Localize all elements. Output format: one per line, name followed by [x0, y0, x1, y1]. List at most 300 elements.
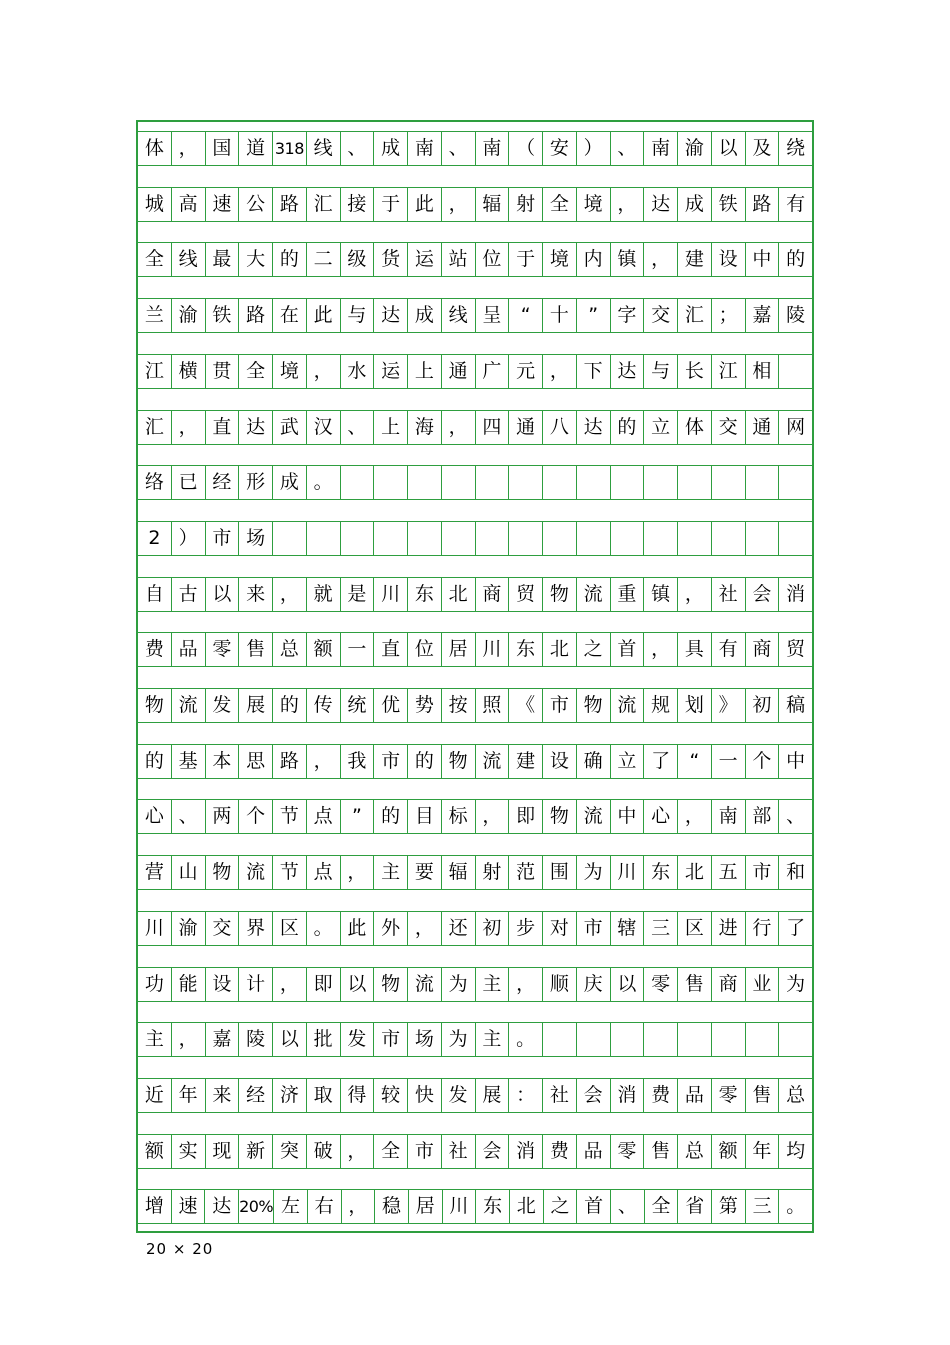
grid-cell: 划	[677, 689, 711, 722]
grid-cell: 八	[542, 411, 576, 444]
grid-cell: 流	[238, 856, 272, 889]
grid-cell: 下	[576, 355, 610, 388]
grid-cell: 场	[238, 522, 272, 555]
grid-cell: 20%	[238, 1190, 273, 1223]
grid-cell: 区	[272, 912, 306, 945]
grid-cell: 境	[576, 188, 610, 221]
grid-cell: 。	[306, 912, 340, 945]
grid-cell: 境	[272, 355, 306, 388]
grid-cell: 现	[205, 1135, 239, 1168]
grid-cell: 点	[306, 856, 340, 889]
grid-cell: 为	[441, 1023, 475, 1056]
grid-cell: ，	[677, 578, 711, 611]
grid-cell: 有	[711, 633, 745, 666]
grid-cell	[610, 466, 644, 499]
grid-cell: 汉	[306, 411, 340, 444]
grid-cell	[340, 466, 374, 499]
grid-cell: ）	[171, 522, 205, 555]
grid-row	[138, 410, 812, 445]
grid-cell: 的	[272, 689, 306, 722]
grid-cell: ，	[340, 1135, 374, 1168]
grid-row	[138, 577, 812, 612]
grid-cell: 立	[610, 745, 644, 778]
grid-cell	[610, 1023, 644, 1056]
grid-cell: 长	[677, 355, 711, 388]
grid-cell: 城	[144, 192, 164, 215]
grid-cell: 心	[643, 800, 677, 833]
grid-cell: 新	[238, 1135, 272, 1168]
grid-cell: 高	[171, 188, 205, 221]
grid-cell: 体	[677, 411, 711, 444]
grid-cell: 品	[171, 633, 205, 666]
grid-cell: 北	[677, 856, 711, 889]
grid-cell: 消	[778, 578, 812, 611]
grid-cell: 额	[711, 1135, 745, 1168]
grid-cell: 、	[340, 411, 374, 444]
grid-cell: 庆	[576, 968, 610, 1001]
grid-cell: 路	[238, 299, 272, 332]
grid-cell: ，	[407, 912, 441, 945]
grid-cell: 还	[441, 912, 475, 945]
grid-cell	[407, 466, 441, 499]
grid-cell: 达	[373, 299, 407, 332]
grid-cell: 线	[306, 132, 340, 165]
grid-cell	[576, 1023, 610, 1056]
grid-cell	[643, 522, 677, 555]
grid-row	[138, 242, 812, 277]
grid-cell: ，	[272, 578, 306, 611]
grid-cell: 有	[778, 188, 812, 221]
grid-cell: 射	[508, 188, 542, 221]
grid-cell: 要	[407, 856, 441, 889]
grid-cell	[272, 522, 306, 555]
grid-cell: 北	[542, 633, 576, 666]
grid-cell: （	[508, 132, 542, 165]
grid-cell: 进	[711, 912, 745, 945]
grid-cell: 的	[610, 411, 644, 444]
grid-cell: 川	[610, 856, 644, 889]
grid-cell: 字	[610, 299, 644, 332]
grid-cell: 位	[475, 243, 509, 276]
grid-cell: 体	[144, 137, 164, 159]
grid-cell: 古	[171, 578, 205, 611]
grid-cell: 道	[238, 132, 272, 165]
grid-cell: 渝	[171, 912, 205, 945]
grid-cell: 全	[542, 188, 576, 221]
grid-cell: 行	[745, 912, 779, 945]
grid-cell: 于	[373, 188, 407, 221]
grid-cell: 铁	[711, 188, 745, 221]
grid-cell: 费	[144, 638, 164, 661]
grid-cell: 镇	[610, 243, 644, 276]
grid-cell: 社	[711, 578, 745, 611]
grid-cell: 初	[475, 912, 509, 945]
grid-cell: 售	[745, 1079, 779, 1112]
grid-row	[138, 1078, 812, 1113]
grid-cell: 以	[340, 968, 374, 1001]
grid-cell: 费	[643, 1079, 677, 1112]
grid-cell: 成	[272, 466, 306, 499]
grid-cell	[711, 466, 745, 499]
grid-cell: 计	[238, 968, 272, 1001]
grid-cell: 《	[508, 689, 542, 722]
grid-cell: 节	[272, 856, 306, 889]
grid-cell	[778, 1023, 812, 1056]
grid-cell: 物	[576, 689, 610, 722]
grid-cell: 来	[205, 1079, 239, 1112]
grid-cell: 交	[711, 411, 745, 444]
grid-cell: 渝	[171, 299, 205, 332]
grid-cell: 消	[508, 1135, 542, 1168]
grid-cell: 中	[778, 745, 812, 778]
grid-cell: 功	[144, 972, 164, 995]
grid-cell: “	[508, 299, 542, 332]
grid-cell: 优	[373, 689, 407, 722]
grid-cell: 发	[340, 1023, 374, 1056]
grid-cell	[373, 466, 407, 499]
grid-cell: 实	[171, 1135, 205, 1168]
grid-cell: 以	[205, 578, 239, 611]
grid-cell: ，	[306, 745, 340, 778]
grid-cell: 零	[205, 633, 239, 666]
grid-cell: 以	[272, 1023, 306, 1056]
grid-cell: 以	[610, 968, 644, 1001]
grid-cell: 直	[373, 633, 407, 666]
grid-cell: 增	[144, 1195, 164, 1218]
grid-cell: 横	[171, 355, 205, 388]
grid-cell: 市	[542, 689, 576, 722]
grid-cell: 速	[171, 1190, 205, 1223]
grid-cell: ，	[171, 1023, 205, 1056]
grid-cell: 步	[508, 912, 542, 945]
grid-cell: 交	[643, 299, 677, 332]
grid-cell: 具	[677, 633, 711, 666]
grid-cell: ”	[576, 299, 610, 332]
grid-cell: 破	[306, 1135, 340, 1168]
grid-cell	[373, 522, 407, 555]
grid-cell	[778, 522, 812, 555]
grid-cell: 与	[643, 355, 677, 388]
grid-cell: 市	[407, 1135, 441, 1168]
grid-cell: 售	[238, 633, 272, 666]
grid-cell: ，	[441, 188, 475, 221]
grid-cell	[542, 466, 576, 499]
grid-cell: 了	[778, 912, 812, 945]
grid-cell: 运	[373, 355, 407, 388]
grid-cell: 确	[576, 745, 610, 778]
grid-cell: ）	[576, 132, 610, 165]
grid-cell	[677, 522, 711, 555]
grid-cell: 经	[205, 466, 239, 499]
grid-row	[138, 187, 812, 222]
grid-cell: 稳	[374, 1190, 408, 1223]
grid-cell: 点	[306, 800, 340, 833]
grid-cell: 均	[778, 1135, 812, 1168]
grid-cell: 通	[508, 411, 542, 444]
grid-cell: 物	[144, 694, 164, 716]
grid-row	[138, 744, 812, 779]
grid-cell: 东	[643, 856, 677, 889]
grid-cell: 来	[238, 578, 272, 611]
grid-size-label: 20 × 20	[146, 1240, 214, 1258]
grid-cell	[643, 1023, 677, 1056]
grid-cell: 我	[340, 745, 374, 778]
grid-cell: 境	[542, 243, 576, 276]
grid-cell: ，	[340, 856, 374, 889]
grid-cell: 总	[272, 633, 306, 666]
grid-cell: 零	[610, 1135, 644, 1168]
manuscript-grid	[136, 120, 814, 1233]
grid-cell: 流	[576, 578, 610, 611]
grid-cell: 线	[441, 299, 475, 332]
grid-cell: 于	[508, 243, 542, 276]
grid-cell: 三	[643, 912, 677, 945]
grid-cell: 318	[272, 132, 306, 165]
grid-cell: 形	[238, 466, 272, 499]
grid-cell: 场	[407, 1023, 441, 1056]
grid-cell: 上	[407, 355, 441, 388]
grid-cell: ，	[171, 132, 205, 165]
grid-cell: ，	[306, 355, 340, 388]
grid-cell	[778, 466, 812, 499]
grid-cell	[711, 1023, 745, 1056]
grid-cell	[643, 466, 677, 499]
grid-cell: 围	[542, 856, 576, 889]
grid-cell: 成	[407, 299, 441, 332]
grid-cell: 市	[373, 1023, 407, 1056]
grid-cell: 批	[306, 1023, 340, 1056]
grid-cell: 全	[144, 248, 164, 271]
grid-cell: 心	[144, 805, 164, 828]
grid-cell: 成	[677, 188, 711, 221]
grid-cell: 物	[542, 578, 576, 611]
grid-cell: ，	[677, 800, 711, 833]
grid-cell	[306, 522, 340, 555]
grid-cell: 海	[407, 411, 441, 444]
grid-cell: ，	[475, 800, 509, 833]
grid-cell: 区	[677, 912, 711, 945]
grid-cell: 、	[610, 1190, 644, 1223]
grid-cell: 兰	[144, 304, 164, 327]
grid-cell: 发	[205, 689, 239, 722]
grid-cell	[610, 522, 644, 555]
grid-row	[138, 354, 812, 389]
grid-cell: 物	[542, 800, 576, 833]
grid-cell: 较	[373, 1079, 407, 1112]
grid-cell: 社	[542, 1079, 576, 1112]
grid-cell: 网	[778, 411, 812, 444]
grid-cell: 和	[778, 856, 812, 889]
grid-cell	[508, 466, 542, 499]
grid-cell: 市	[745, 856, 779, 889]
grid-cell: 达	[576, 411, 610, 444]
grid-cell: 已	[171, 466, 205, 499]
grid-cell: 建	[677, 243, 711, 276]
grid-cell: 南	[711, 800, 745, 833]
grid-cell: 就	[306, 578, 340, 611]
grid-cell: 即	[306, 968, 340, 1001]
grid-cell: 会	[475, 1135, 509, 1168]
grid-cell: 为	[441, 968, 475, 1001]
grid-row	[138, 855, 812, 890]
grid-cell: 镇	[643, 578, 677, 611]
grid-cell: 物	[205, 856, 239, 889]
grid-cell: 、	[171, 800, 205, 833]
grid-cell: 年	[745, 1135, 779, 1168]
grid-cell: 物	[441, 745, 475, 778]
grid-cell: 呈	[475, 299, 509, 332]
grid-cell: 流	[475, 745, 509, 778]
grid-cell: 通	[441, 355, 475, 388]
grid-cell: 市	[576, 912, 610, 945]
grid-cell: 流	[407, 968, 441, 1001]
grid-cell: ：	[508, 1079, 542, 1112]
grid-cell: 即	[508, 800, 542, 833]
grid-cell: 五	[711, 856, 745, 889]
grid-cell: 会	[576, 1079, 610, 1112]
grid-cell: 。	[508, 1023, 542, 1056]
grid-cell: 辐	[441, 856, 475, 889]
grid-cell	[542, 1023, 576, 1056]
grid-cell: 额	[306, 633, 340, 666]
grid-cell: 此	[407, 188, 441, 221]
grid-cell: 本	[205, 745, 239, 778]
grid-cell: 位	[407, 633, 441, 666]
grid-cell: 直	[205, 411, 239, 444]
grid-cell: 基	[171, 745, 205, 778]
grid-cell: 川	[373, 578, 407, 611]
grid-cell: 络	[144, 471, 164, 494]
grid-cell: 初	[745, 689, 779, 722]
grid-cell: 陵	[238, 1023, 272, 1056]
grid-cell: ，	[542, 355, 576, 388]
grid-cell: 立	[643, 411, 677, 444]
grid-cell	[441, 466, 475, 499]
grid-cell: 渝	[677, 132, 711, 165]
grid-cell: 国	[205, 132, 239, 165]
grid-cell	[407, 522, 441, 555]
grid-cell: 铁	[205, 299, 239, 332]
grid-cell: 江	[711, 355, 745, 388]
grid-cell: 东	[407, 578, 441, 611]
grid-cell: 消	[610, 1079, 644, 1112]
grid-cell: 三	[745, 1190, 779, 1223]
grid-cell: 达	[204, 1190, 238, 1223]
grid-cell: 经	[238, 1079, 272, 1112]
grid-row	[138, 1022, 812, 1057]
grid-cell: 内	[576, 243, 610, 276]
grid-cell: 水	[340, 355, 374, 388]
grid-cell: 快	[407, 1079, 441, 1112]
grid-cell: 元	[508, 355, 542, 388]
grid-cell: 居	[441, 633, 475, 666]
grid-cell: 2	[148, 526, 161, 549]
grid-cell: ”	[340, 800, 374, 833]
grid-cell: 安	[542, 132, 576, 165]
grid-cell: 射	[475, 856, 509, 889]
grid-cell: 路	[745, 188, 779, 221]
grid-cell	[340, 522, 374, 555]
grid-cell: 统	[340, 689, 374, 722]
grid-cell: 、	[778, 800, 812, 833]
grid-cell: 汇	[144, 415, 164, 438]
grid-cell	[576, 522, 610, 555]
grid-cell: 全	[373, 1135, 407, 1168]
grid-cell: 市	[205, 522, 239, 555]
grid-cell: 十	[542, 299, 576, 332]
grid-cell: 运	[407, 243, 441, 276]
grid-cell: 首	[610, 633, 644, 666]
grid-cell: ，	[341, 1190, 375, 1223]
grid-cell: 两	[205, 800, 239, 833]
grid-cell: 零	[711, 1079, 745, 1112]
grid-cell: 为	[576, 856, 610, 889]
grid-cell: 南	[643, 132, 677, 165]
grid-cell: 突	[272, 1135, 306, 1168]
grid-cell: 、	[610, 132, 644, 165]
grid-cell: 及	[745, 132, 779, 165]
grid-cell: 顺	[542, 968, 576, 1001]
grid-row	[138, 1134, 812, 1169]
grid-cell: ；	[711, 299, 745, 332]
grid-cell: 展	[238, 689, 272, 722]
grid-cell: 山	[171, 856, 205, 889]
grid-cell: 售	[643, 1135, 677, 1168]
grid-cell: 展	[475, 1079, 509, 1112]
grid-cell: 之	[576, 633, 610, 666]
grid-cell: 路	[272, 745, 306, 778]
grid-cell: 营	[144, 861, 164, 884]
grid-cell: 标	[441, 800, 475, 833]
grid-cell: 东	[508, 633, 542, 666]
grid-cell: 达	[643, 188, 677, 221]
grid-cell: 省	[677, 1190, 711, 1223]
grid-cell: 主	[475, 1023, 509, 1056]
grid-cell: 取	[306, 1079, 340, 1112]
grid-cell: 的	[144, 749, 164, 772]
grid-cell: 会	[745, 578, 779, 611]
grid-cell: 相	[745, 355, 779, 388]
grid-cell: 的	[272, 243, 306, 276]
grid-cell: 在	[272, 299, 306, 332]
grid-cell: 传	[306, 689, 340, 722]
grid-cell	[441, 522, 475, 555]
grid-cell	[711, 522, 745, 555]
grid-cell: 主	[373, 856, 407, 889]
grid-cell: 嘉	[205, 1023, 239, 1056]
grid-cell	[677, 466, 711, 499]
grid-cell	[508, 522, 542, 555]
grid-cell: 得	[340, 1079, 374, 1112]
grid-cell: 界	[238, 912, 272, 945]
grid-cell: 总	[677, 1135, 711, 1168]
grid-cell: 流	[610, 689, 644, 722]
grid-row	[138, 131, 812, 166]
grid-cell: 零	[643, 968, 677, 1001]
grid-cell: 济	[272, 1079, 306, 1112]
grid-cell: 中	[610, 800, 644, 833]
grid-cell: 、	[340, 132, 374, 165]
grid-cell: 通	[745, 411, 779, 444]
grid-cell: 广	[475, 355, 509, 388]
grid-cell: 此	[340, 912, 374, 945]
grid-cell: 此	[306, 299, 340, 332]
grid-cell: 商	[711, 968, 745, 1001]
grid-cell: 居	[408, 1190, 442, 1223]
grid-cell: 额	[144, 1139, 164, 1162]
grid-cell: 设	[205, 968, 239, 1001]
grid-cell: 全	[238, 355, 272, 388]
